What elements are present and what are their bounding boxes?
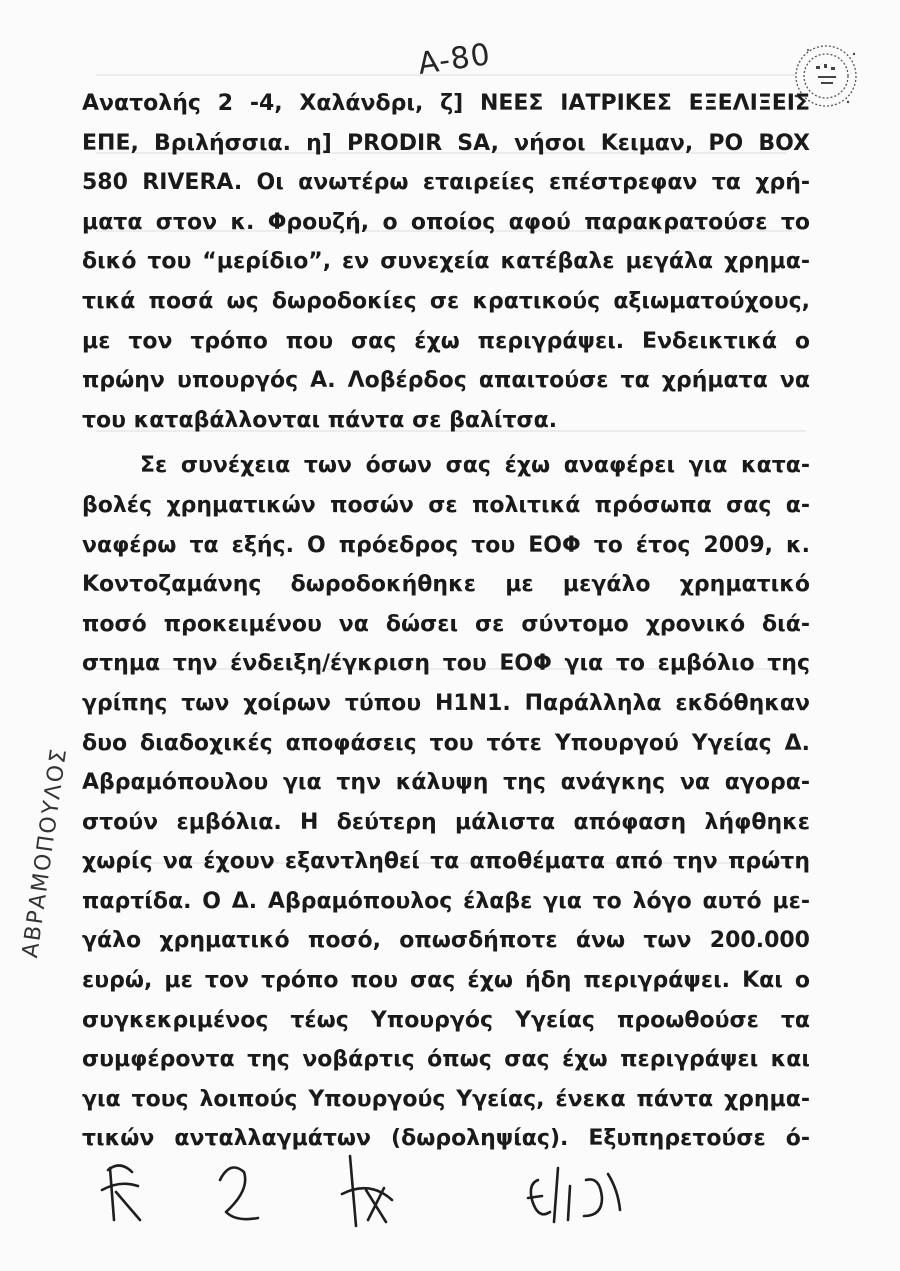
text-line: ευρώ, με τον τρόπο που σας έχω ήδη περιγράψει. Και ο	[82, 968, 810, 994]
text-line: γάλο χρηματικό ποσό, οπωσδήποτε άνω των 200.000	[82, 928, 810, 954]
text-line: στημα την ένδειξη/έγκριση του ΕΟΦ για το εμβόλιο της	[82, 651, 810, 677]
text-line: παρτίδα. Ο Δ. Αβραμόπουλος έλαβε για το λόγο αυτό με-	[82, 888, 810, 914]
text-line: δυο διαδοχικές αποφάσεις του τότε Υπουργού Υγείας Δ.	[82, 730, 810, 756]
text-line: τικών ανταλλαγμάτων (δωροληψίας). Εξυπηρετούσε ό-	[82, 1126, 810, 1152]
signatures-row	[80, 1150, 700, 1230]
text-line: χωρίς να έχουν εξαντληθεί τα αποθέματα από την πρώτη	[82, 849, 810, 875]
text-line: γρίπης των χοίρων τύπου Η1Ν1. Παράλληλα εκδόθηκαν	[82, 690, 810, 716]
text-line: Κοντοζαμάνης δωροδοκήθηκε με μεγάλο χρηματικό	[82, 572, 810, 598]
text-line: για τους λοιπούς Υπουργούς Υγείας, ένεκα πάντα χρημα-	[82, 1086, 810, 1112]
text-line: ματα στον κ. Φρουζή, ο οποίος αφού παρακρατούσε το	[82, 209, 810, 235]
text-line: ποσό προκειμένου να δώσει σε σύντομο χρονικό διά-	[82, 611, 810, 637]
text-line: συμφέροντα της νοβάρτις όπως σας έχω περιγράψει και	[82, 1047, 810, 1073]
handwritten-page-mark: A-80	[415, 37, 493, 82]
text-line: 580 RIVERA. Οι ανωτέρω εταιρείες επέστρεφαν τα χρή-	[82, 170, 810, 196]
signature-3	[342, 1156, 392, 1226]
text-line: βολές χρηματικών ποσών σε πολιτικά πρόσωπα σας α-	[82, 492, 810, 518]
signature-2	[220, 1168, 258, 1220]
text-line: του καταβάλλονται πάντα σε βαλίτσα.	[82, 407, 558, 433]
text-line: τικά ποσά ως δωροδοκίες σε κρατικούς αξιωματούχους,	[82, 288, 810, 314]
signature-4	[528, 1168, 620, 1222]
text-line: με τον τρόπο που σας έχω περιγράψει. Ενδεικτικά ο	[82, 328, 810, 354]
text-line: δικό του “μερίδιο”, εν συνεχεία κατέβαλε μεγάλα χρημα-	[82, 249, 810, 275]
handwritten-margin-note: ΑΒΡΑΜΟΠΟΥΛΟΣ	[18, 745, 73, 960]
text-line: στούν εμβόλια. Η δεύτερη μάλιστα απόφαση λήφθηκε	[82, 809, 810, 835]
text-line: Αβραμόπουλου για την κάλυψη της ανάγκης να αγορα-	[82, 770, 810, 796]
document-body	[82, 84, 810, 1159]
text-line: συγκεκριμένος τέως Υπουργός Υγείας προωθούσε τα	[82, 1007, 810, 1033]
text-line: πρώην υπουργός Α. Λοβέρδος απαιτούσε τα χρήματα να	[82, 368, 810, 394]
text-line: Ανατολής 2 -4, Χαλάνδρι, ζ] ΝΕΕΣ ΙΑΤΡΙΚΕΣ ΕΞΕΛΙΞΕΙΣ	[82, 91, 810, 116]
text-line: Σε συνέχεια των όσων σας έχω αναφέρει για κατα-	[140, 453, 810, 479]
signature-1	[102, 1165, 140, 1220]
text-line: ΕΠΕ, Βριλήσσια. η] PRODIR SA, νήσοι Κειμαν, PO BOX	[82, 130, 810, 156]
text-line: ναφέρω τα εξής. Ο πρόεδρος του ΕΟΦ το έτος 2009, κ.	[82, 532, 810, 558]
